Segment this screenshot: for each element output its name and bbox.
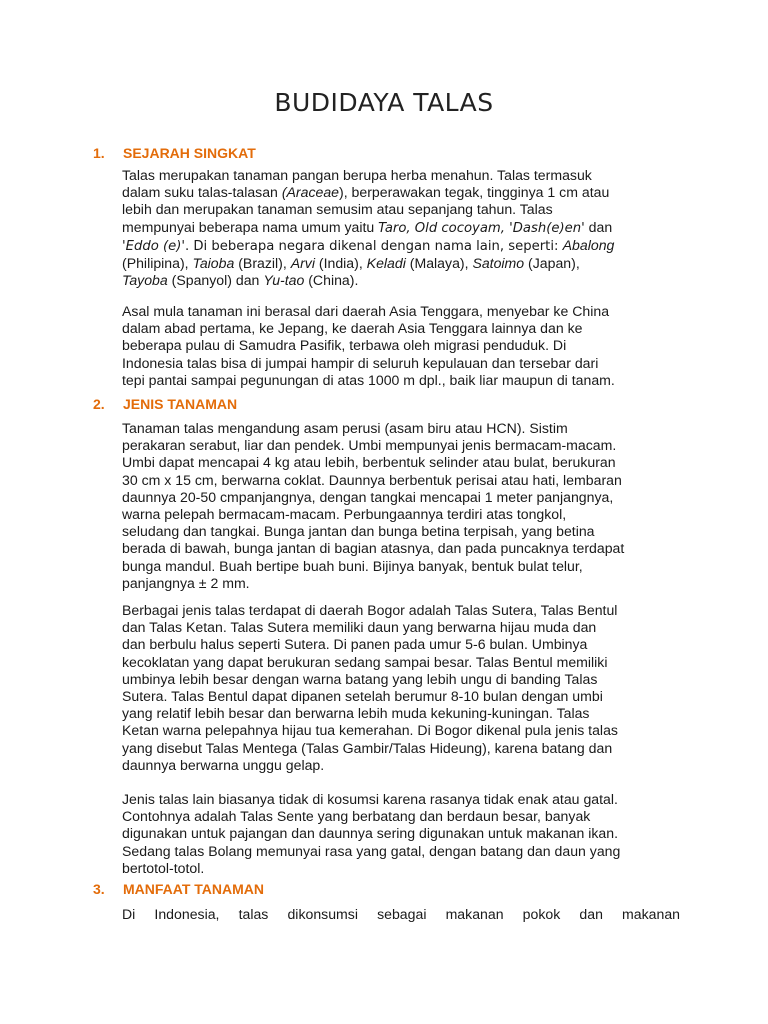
text-run: Contohnya adalah Talas Sente yang berbatang dan berdaun besar, banyak (122, 808, 591, 825)
text-run: (Japan), (524, 255, 580, 272)
text-run: tepi pantai sampai pegunungan di atas 1000 m dpl., baik liar maupun di tanam. (122, 371, 615, 388)
paragraph (122, 602, 680, 774)
italic-term: Taro, Old cocoyam, 'Dash(e)en' (378, 220, 585, 236)
text-run: dalam abad pertama, ke Jepang, ke daerah Asia Tenggara lainnya dan ke (122, 320, 583, 337)
text-run: Ketan warna pelepahnya hijau tua kemerahan. Di Bogor dikenal pula jenis talas (122, 722, 618, 739)
document-title: BUDIDAYA TALAS (274, 88, 494, 117)
text-run: perakaran serabut, liar dan pendek. Umbi mempunyai jenis bermacam-macam. (122, 437, 617, 454)
text-run: lebih dan merupakan tanaman semusim atau sepanjang tahun. Talas (122, 201, 553, 218)
text-run: mempunyai beberapa nama umum yaitu (122, 218, 379, 235)
text-run: Di Indonesia, talas dikonsumsi sebagai makanan pokok dan makanan (122, 906, 680, 922)
text-line (122, 843, 680, 860)
paragraph (122, 906, 680, 923)
paragraph (122, 791, 680, 877)
text-line (122, 906, 680, 923)
text-line (122, 740, 680, 757)
text-line (122, 860, 680, 877)
text-line (122, 454, 680, 471)
text-line (122, 602, 680, 619)
text-run: (Philipina), (122, 255, 193, 272)
italic-term: Tayoba (122, 272, 168, 289)
text-run: (Malaya), (405, 255, 473, 272)
text-line (122, 506, 680, 523)
text-line (122, 184, 680, 201)
text-line (122, 219, 680, 237)
text-run: digunakan untuk pajangan dan daunnya sering digunakan untuk makanan ikan. (122, 825, 619, 842)
text-run: . Di beberapa negara dikenal dengan nama lain, seperti: (185, 238, 563, 254)
text-run: bunga mandul. Buah bertipe buah buni. Bijinya banyak, bentuk bulat telur, (122, 557, 583, 574)
text-line (122, 558, 680, 575)
text-line (122, 437, 680, 454)
italic-term: Arvi (290, 255, 315, 272)
text-line (122, 757, 680, 774)
text-line (122, 636, 680, 653)
text-line (122, 671, 680, 688)
text-run: warna pelepah bermacam-macam. Perbungaannya terdiri atas tongkol, (122, 506, 567, 523)
italic-term: Yu-tao (263, 272, 305, 289)
text-line (122, 489, 680, 506)
italic-term: Abalong (562, 236, 615, 253)
text-run: dalam suku talas-talasan (122, 184, 282, 201)
text-run: yang disebut Talas Mentega (Talas Gambir/Talas Hideung), karena batang dan (122, 739, 613, 756)
text-line (122, 372, 680, 389)
text-line (122, 201, 680, 218)
text-line (122, 337, 680, 354)
text-run: dan (584, 218, 613, 235)
text-line (122, 420, 680, 437)
text-run: Berbagai jenis talas terdapat di daerah Bogor adalah Talas Sutera, Talas Bentul (122, 602, 618, 618)
text-line (122, 722, 680, 739)
text-line (122, 619, 680, 636)
text-run: Asal mula tanaman ini berasal dari daerah Asia Tenggara, menyebar ke China (122, 303, 610, 319)
text-line (122, 237, 680, 255)
text-run: dan berbulu halus seperti Sutera. Di panen pada umur 5-6 bulan. Umbinya (122, 636, 588, 653)
text-line (122, 688, 680, 705)
text-line (122, 705, 680, 722)
text-run: Indonesia talas bisa di jumpai hampir di seluruh kepulauan dan tersebar dari (122, 354, 599, 371)
text-run: 30 cm x 15 cm, berwarna coklat. Daunnya berbentuk perisai atau hati, lembaran (122, 471, 622, 488)
section-title: MANFAAT TANAMAN (123, 881, 265, 897)
text-line (122, 303, 680, 320)
section-number: 2. (93, 396, 105, 412)
text-line (122, 255, 680, 272)
section-title: JENIS TANAMAN (123, 396, 238, 412)
text-run: (Brazil), (234, 255, 291, 272)
text-line (122, 825, 680, 842)
italic-term: Keladi (366, 255, 406, 272)
text-line (122, 791, 680, 808)
text-line (122, 523, 680, 540)
text-run: panjangnya ± 2 mm. (122, 574, 250, 591)
text-run: seludang dan tangkai. Bunga jantan dan bunga betina terpisah, yang betina (122, 523, 595, 540)
section-number: 3. (93, 881, 105, 897)
text-line (122, 320, 680, 337)
text-run: beberapa pulau di Samudra Pasifik, terbawa oleh migrasi penduduk. Di (122, 337, 567, 354)
italic-term: (Araceae (281, 184, 340, 201)
text-run: Tanaman talas mengandung asam perusi (asam biru atau HCN). Sistim (122, 420, 568, 436)
text-line (122, 808, 680, 825)
italic-term: 'Eddo (e)' (122, 238, 185, 254)
text-run: (Spanyol) dan (167, 272, 264, 289)
text-run: kecoklatan yang dapat berukuran sedang sampai besar. Talas Bentul memiliki (122, 653, 608, 670)
text-line (122, 540, 680, 557)
text-run: yang relatif lebih besar dan berwarna lebih muda kekuning-kuningan. Talas (122, 705, 590, 722)
text-run: Jenis talas lain biasanya tidak di kosumsi karena rasanya tidak enak atau gatal. (122, 791, 618, 807)
italic-term: Satoimo (472, 255, 525, 272)
text-run: Talas merupakan tanaman pangan berupa herba menahun. Talas termasuk (122, 167, 592, 183)
text-run: ), berperawakan tegak, tingginya 1 cm atau (339, 184, 610, 201)
text-run: (India), (314, 255, 367, 272)
text-line (122, 355, 680, 372)
text-run: (China). (304, 272, 359, 289)
text-line (122, 654, 680, 671)
text-line (122, 575, 680, 592)
text-line (122, 272, 680, 289)
text-run: Sedang talas Bolang memunyai rasa yang gatal, dengan batang dan daun yang (122, 842, 621, 859)
text-run: daunnya 20-50 cmpanjangnya, dengan tangkai mencapai 1 meter panjangnya, (122, 488, 614, 505)
text-run: Umbi dapat mencapai 4 kg atau lebih, berbentuk selinder atau bulat, berukuran (122, 454, 616, 471)
text-run: daunnya berwarna unggu gelap. (122, 756, 325, 773)
text-run: Sutera. Talas Bentul dapat dipanen setelah berumur 8-10 bulan dengan umbi (122, 688, 603, 705)
italic-term: Taioba (192, 255, 235, 272)
text-run: bertotol-totol. (122, 859, 205, 876)
section-title: SEJARAH SINGKAT (123, 145, 256, 161)
text-line (122, 167, 680, 184)
section-number: 1. (93, 145, 105, 161)
text-line (122, 472, 680, 489)
paragraph (122, 167, 680, 289)
text-run: dan Talas Ketan. Talas Sutera memiliki daun yang berwarna hijau muda dan (122, 619, 597, 636)
paragraph (122, 420, 680, 592)
text-run: umbinya lebih besar dengan warna batang yang lebih ungu di banding Talas (122, 670, 598, 687)
text-run: berada di bawah, bunga jantan di bagian atasnya, dan pada puncaknya terdapat (122, 540, 625, 557)
paragraph (122, 303, 680, 389)
